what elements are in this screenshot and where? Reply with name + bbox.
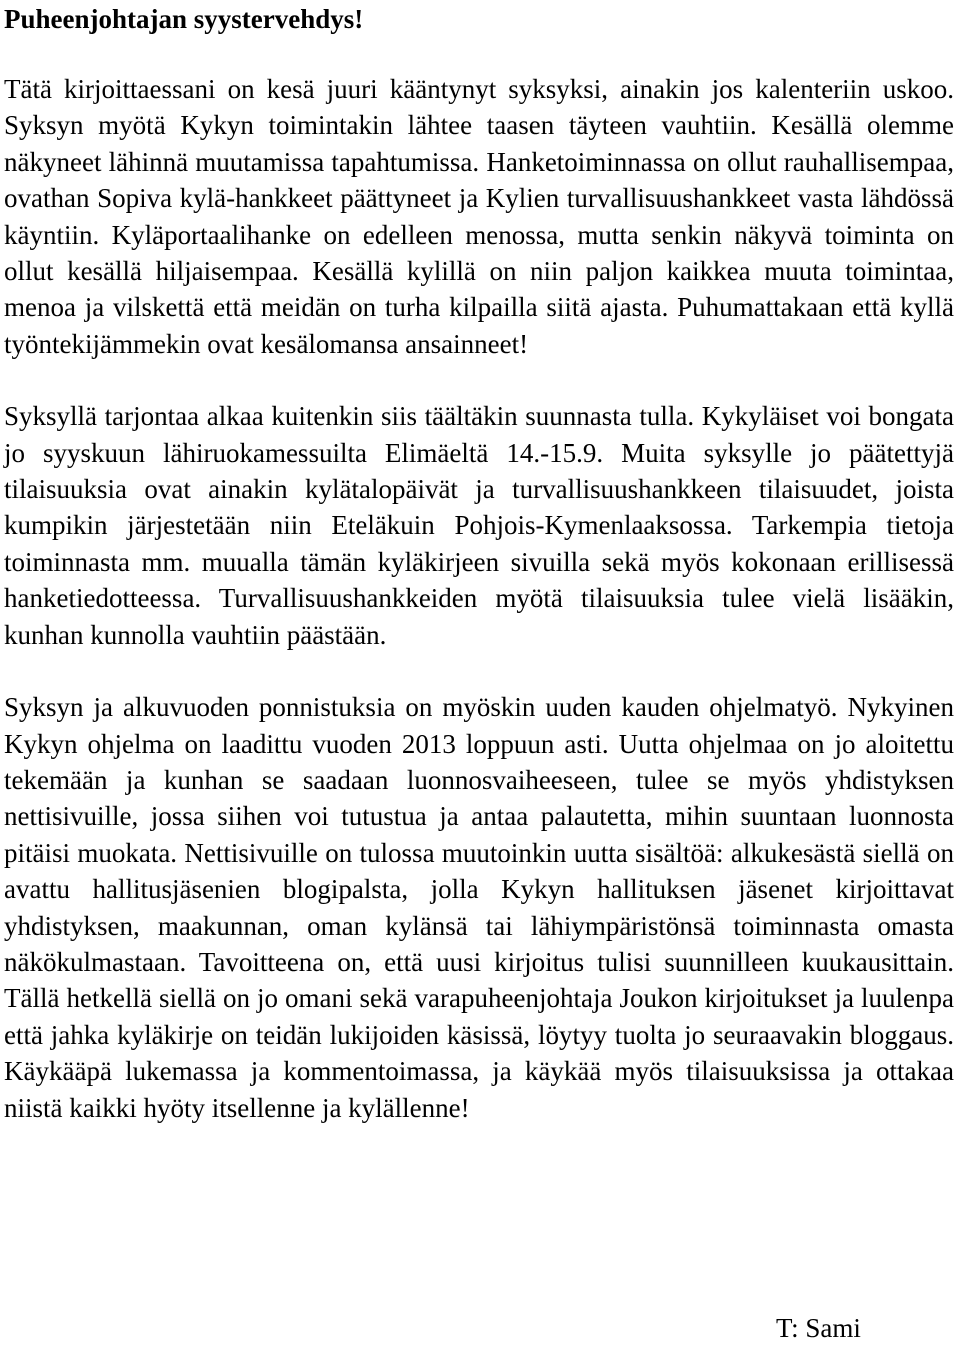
- paragraph-program-work: Syksyn ja alkuvuoden ponnistuksia on myöskin uuden kauden ohjelmatyö. Nykyinen Kykyn ohjelma on laadittu vuoden 2013 loppuun asti. Uutta ohjelmaa on jo aloitettu tekemään ja kunhan se saadaan luonnosvaiheeseen, tulee se myös yhdistyksen nettisivuille, jossa siihen voi tutustua ja antaa palautetta, mihin suuntaan luonnosta pitäisi muokata. Nettisivuille on tulossa muutoinkin uutta sisältöä: alkukesästä siellä on avattu hallitusjäsenien blogipalsta, jolla Kykyn hallituksen jäsenet kirjoittavat yhdistyksen, maakunnan, oman kylänsä tai lähiympäristönsä toiminnasta omasta näkökulmastaan. Tavoitteena on, että uusi kirjoitus tulisi suunnilleen kuukausittain. Tällä hetkellä siellä on jo omani sekä varapuheenjohtaja Joukon kirjoitukset ja luulenpa että jahka kyläkirje on teidän lukijoiden käsissä, löytyy tuolta jo seuraavakin bloggaus. Käykääpä lukemassa ja kommentoimassa, ja käykää myös tilaisuuksissa ja ottakaa niistä kaikki hyöty itsellenne ja kylällenne!: [4, 692, 954, 1123]
- signature: T: Sami: [776, 1313, 861, 1343]
- paragraph-summer: Tätä kirjoittaessani on kesä juuri kääntynyt syksyksi, ainakin jos kalenteriin uskoo. Syksyn myötä Kykyn toimintakin lähtee taasen täyteen vauhtiin. Kesällä olemme näkyneet lähinnä muutamissa tapahtumissa. Hanketoiminnassa on ollut rauhallisempaa, ovathan Sopiva kylä-hankkeet päättyneet ja Kylien turvallisuushankkeet vasta lähdössä käyntiin. Kyläportaalihanke on edelleen menossa, mutta senkin näkyvä toiminta on ollut kesällä hiljaisempaa. Kesällä kylillä on niin paljon kaikkea muuta toimintaa, menoa ja vilskettä että meidän on turha kilpailla siitä ajasta. Puhumattakaan että kyllä työntekijämmekin ovat kesälomansa ansainneet!: [4, 74, 954, 359]
- document-title: Puheenjohtajan syystervehdys!: [4, 4, 364, 34]
- paragraph-autumn-events: Syksyllä tarjontaa alkaa kuitenkin siis täältäkin suunnasta tulla. Kykyläiset voi bongata jo syyskuun lähiruokamessuilta Elimäeltä 14.-15.9. Muita syksylle jo päätettyjä tilaisuuksia ovat ainakin kylätalopäivät ja turvallisuushankkeen tilaisuudet, joista kumpikin järjestetään niin Eteläkuin Pohjois-Kymenlaaksossa. Tarkempia tietoja toiminnasta mm. muualla tämän kyläkirjeen sivuilla sekä myös kokonaan erillisessä hanketiedotteessa. Turvallisuushankkeiden myötä tilaisuuksia tulee vielä lisääkin, kunhan kunnolla vauhtiin päästään.: [4, 401, 954, 650]
- document-page: [4, 0, 954, 1126]
